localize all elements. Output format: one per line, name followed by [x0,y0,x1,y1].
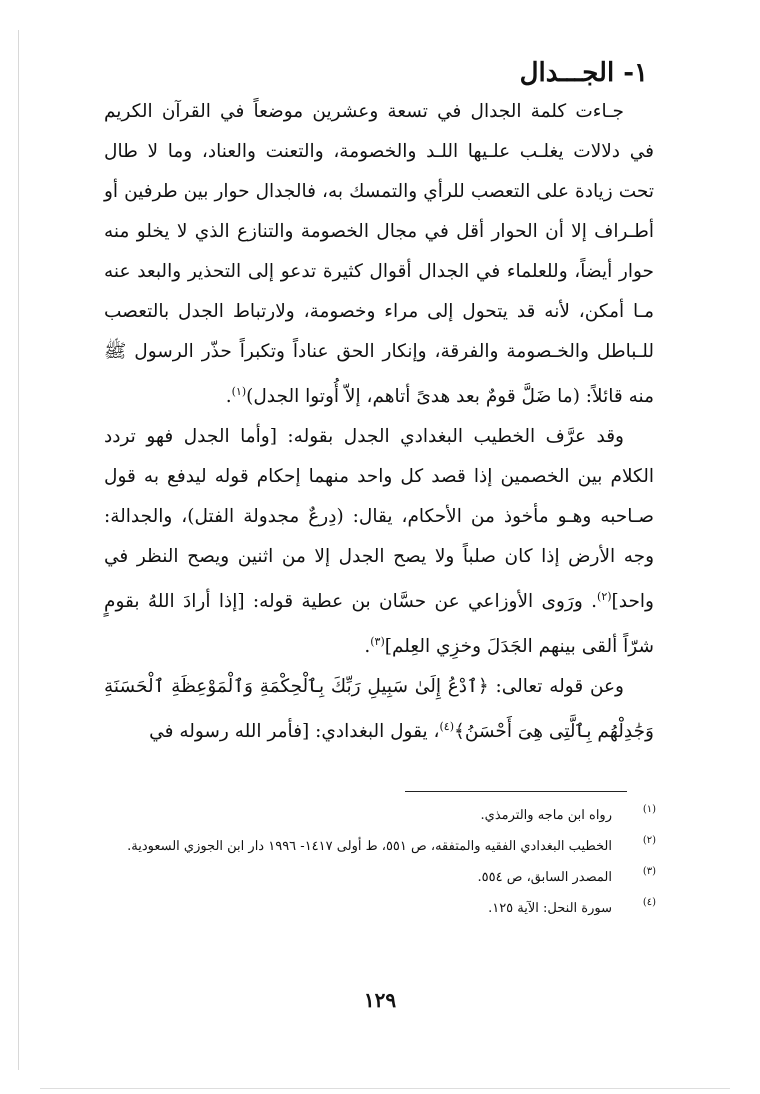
paragraph-2-text: وقد عرَّف الخطيب البغدادي الجدل بقوله: [وأما الجدل فهو تردد الكلام بين الخصمين إذا قصد كل واحد منهما إحكام قوله ليدفع به قول صـاحبه وهـو مأخوذ من الأحكام، يقال: (دِرعٌ مجدولة الفتل)، والجدالة: وجه الأرض إذا كان صلباً ولا يصح الجدل إلا من اثنين ويصح النظر في واحد] [104,426,655,613]
footnote-ref-1: (١) [231,385,247,398]
footnote-text: رواه ابن ماجه والترمذي. [480,808,612,823]
footnote-ref-2: (٢) [597,590,612,604]
paragraph-2-quote: ورَوى الأوزاعي عن حسَّان بن عطية قوله: [إذا أرادَ اللهُ بقومٍ شرّاً ألقى بينهم الجَدَلَ وخزِي العِلم] [104,591,654,658]
footnote-text: الخطيب البغدادي الفقيه والمتفقه، ص ٥٥١، ط أولى ١٤١٧- ١٩٩٦ دار ابن الجوزي السعودية. [127,839,612,854]
footnote-1 [100,802,656,829]
footnote-separator [405,791,627,792]
scan-edge-left [18,30,19,1070]
footnote-text: المصدر السابق، ص ٥٥٤. [477,870,612,885]
footnote-number: (٤) [642,897,656,908]
paragraph-3-verse: وعن قوله تعالى: ﴿ٱدْعُ إِلَىٰ سَبِيلِ رَبِّكَ بِٱلْحِكْمَةِ وَٱلْمَوْعِظَةِ ٱلْحَسَنَةِ وَجَٰدِلْهُم بِٱلَّتِى هِىَ أَحْسَنُ﴾ [104,676,654,743]
footnote-3 [100,864,656,891]
main-text [104,92,654,753]
footnote-2 [100,833,656,860]
scan-edge-bottom [40,1088,730,1089]
footnote-number: (٣) [642,866,656,877]
paragraph-3 [104,667,654,752]
footnote-number: (٢) [642,835,656,846]
paragraph-2: وقد عرَّف الخطيب البغدادي الجدل بقوله: [وأما الجدل فهو تردد الكلام بين الخصمين إذا قصد كل واحد منهما إحكام قوله ليدفع به قول صـاحبه وهـو مأخوذ من الأحكام، يقال: (دِرعٌ مجدولة الفتل)، والجدالة: وجه الأرض إذا كان صلباً ولا يصح الجدل إلا من اثنين ويصح النظر في واحد]$^{(٢)}$. ورَوى الأوزاعي عن حسَّان بن عطية قوله: [إذا أرادَ اللهُ بقومٍ شرّاً ألقى بينهم الجَدَلَ وخزِي العِلم]$^{(٣)}$. [104,426,655,658]
footnote-number: (١) [642,804,656,815]
footnote-ref-3: (٣) [370,635,385,649]
paragraph-3-text: ، يقول البغدادي: [فأمر الله رسوله في [149,721,440,743]
footnotes [100,802,656,926]
footnote-ref-4: (٤) [439,720,454,734]
page-number: ١٢٩ [363,988,397,1012]
section-heading: ١- الجـــدال [519,58,648,88]
footnote-text: سورة النحل: الآية ١٢٥. [488,901,612,916]
footnote-4 [100,895,656,922]
paragraph-1-text: جـاءت كلمة الجدال في تسعة وعشرين موضعاً في القرآن الكريم في دلالات يغلـب علـيها اللـد والخصومة، والتعنت والعناد، وما لا طال تحت زيادة على التعصب للرأي والتمسك به، فالجدال حوار بين طرفين أو أطـراف إلا أن الحوار أقل في مجال الخصومة والتنازع الذي لا يخلو منه حوار أيضاً، وللعلماء في الجدال أقوال كثيرة تدعو إلى التحذير والبعد عنه مـا أمكن، لأنه قد يتحول إلى مراء وخصومة، ولارتباط الجدل بالتعصب للـباطل والخـصومة والفرقة، وإنكار الحق عناداً وتكبراً حذّر الرسول ﷺ منه قائلاً: (ما ضَلَّ قومٌ بعد هدىً أتاهم، إلاّ أُوتوا الجدل) [104,101,654,408]
paragraph-1: جـاءت كلمة الجدال في تسعة وعشرين موضعاً في القرآن الكريم في دلالات يغلـب علـيها اللـد والخصومة، والتعنت والعناد، وما لا طال تحت زيادة على التعصب للرأي والتمسك به، فالجدال حوار بين طرفين أو أطـراف إلا أن الحوار أقل في مجال الخصومة والتنازع الذي لا يخلو منه حوار أيضاً، وللعلماء في الجدال أقوال كثيرة تدعو إلى التحذير والبعد عنه مـا أمكن، لأنه قد يتحول إلى مراء وخصومة، ولارتباط الجدل بالتعصب للـباطل والخـصومة والفرقة، وإنكار الحق عناداً وتكبراً حذّر الرسول ﷺ منه قائلاً: (ما ضَلَّ قومٌ بعد هدىً أتاهم، إلاّ أُوتوا الجدل)$^{(١)}$. [104,101,654,408]
